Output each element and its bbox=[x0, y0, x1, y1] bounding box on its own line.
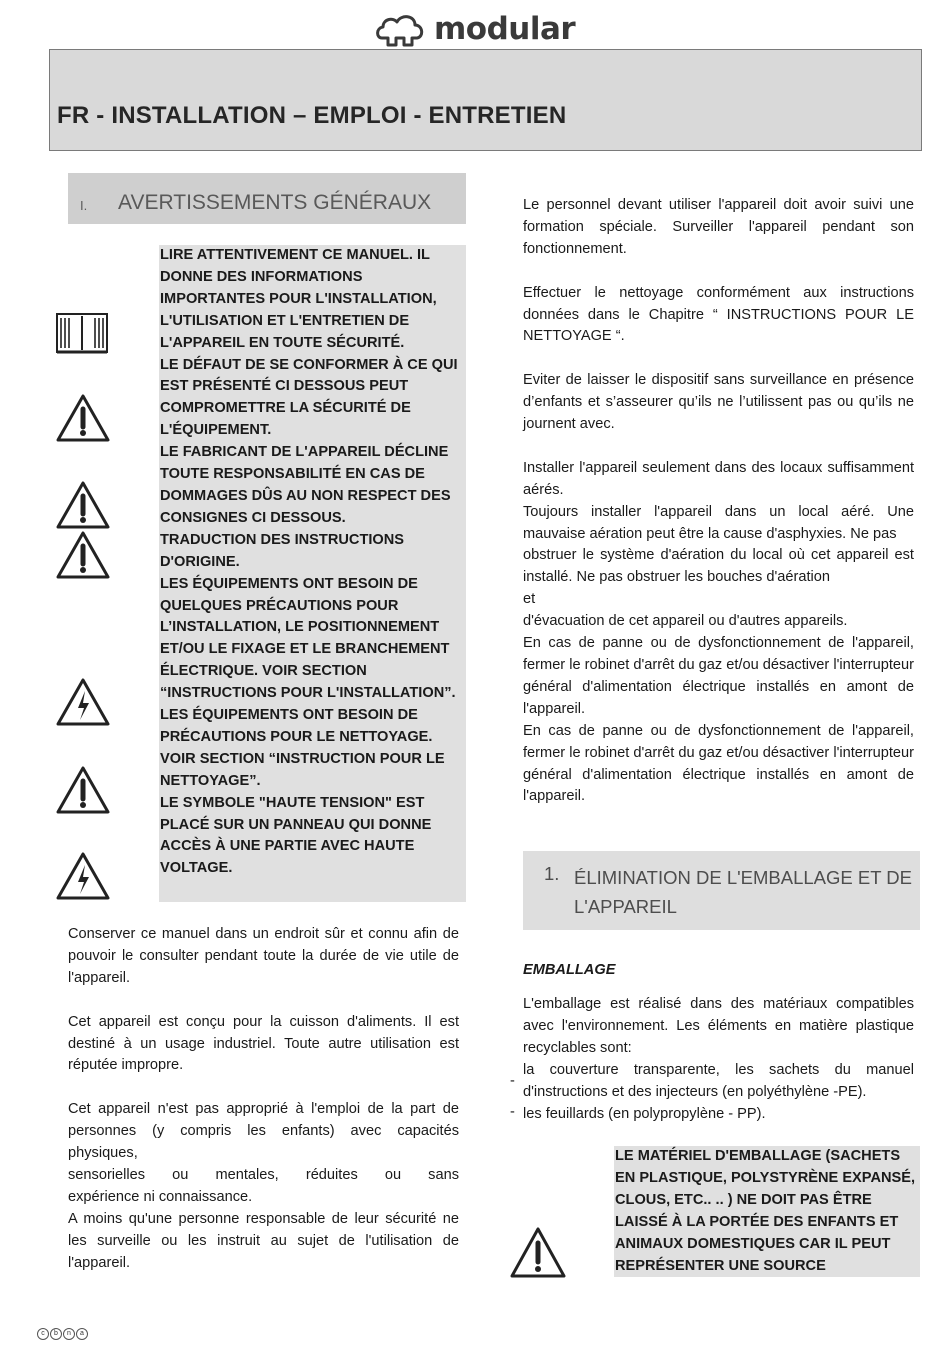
list-item: la couverture transparente, les sachets du manuel d'instructions et des injecteurs (en polyéthylène -PE). bbox=[523, 1061, 914, 1100]
high-voltage-icon bbox=[55, 677, 111, 727]
paragraph: En cas de panne ou de dysfonctionnement de l'appareil, fermer le robinet d'arrêt du gaz et/ou désactiver l'interrupteur général d'alimentation électrique installés en amont de l'appareil. bbox=[523, 722, 914, 805]
creative-commons-icon: c b n a bbox=[37, 1328, 88, 1340]
paragraph: Toujours installer l'appareil dans un local aéré. Une mauvaise aération peut être la cause d'asphyxies. Ne pas bbox=[523, 503, 914, 542]
warnings-text bbox=[160, 245, 462, 880]
section-heading-disposal bbox=[523, 851, 920, 930]
page-title: FR - INSTALLATION – EMPLOI - ENTRETIEN bbox=[57, 102, 567, 129]
right-column-text bbox=[523, 195, 914, 808]
list-item: les feuillards (en polypropylène - PP). bbox=[523, 1105, 766, 1122]
paragraph: Cet appareil n'est pas approprié à l'emploi de la part de personnes (y compris les enfants) avec capacités physiques, bbox=[68, 1101, 459, 1162]
warning-item: LE DÉFAUT DE SE CONFORMER À CE QUI EST PRÉSENTÉ CI DESSOUS PEUT COMPROMETTRE LA SÉCURITÉ DE L'ÉQUIPEMENT. bbox=[160, 356, 458, 439]
paragraph: obstruer le système d'aération du local où cet appareil est installé. Ne pas obstruer les bouches d'aération bbox=[523, 547, 914, 586]
section-heading-general-warnings bbox=[68, 173, 466, 224]
packaging-warning-text: LE MATÉRIEL D'EMBALLAGE (SACHETS EN PLASTIQUE, POLYSTYRÈNE EXPANSÉ, CLOUS, ETC.. .. ) NE DOIT PAS ÊTRE LAISSÉ À LA PORTÉE DES ENFANTS ET ANIMAUX DOMESTIQUES CAR IL PEUT REPRÉSENTER UNE SOURCE bbox=[615, 1148, 916, 1274]
list-bullet: - bbox=[510, 1073, 515, 1089]
paragraph: Conserver ce manuel dans un endroit sûr et connu afin de pouvoir le consulter pendant toute la durée de vie utile de l'appareil. bbox=[68, 926, 459, 986]
paragraph: Installer l'appareil seulement dans des locaux suffisamment aérés. bbox=[523, 459, 914, 498]
section-title: ÉLIMINATION DE L'EMBALLAGE ET DE L'APPAREIL bbox=[574, 867, 912, 917]
warning-triangle-icon bbox=[509, 1226, 567, 1280]
brand-logo bbox=[374, 8, 575, 50]
logo-text: modular bbox=[434, 11, 576, 47]
paragraph: et bbox=[523, 591, 536, 608]
section-number: 1. bbox=[544, 863, 560, 884]
paragraph: En cas de panne ou de dysfonctionnement de l'appareil, fermer le robinet d'arrêt du gaz et/ou désactiver l'interrupteur général d'alimentation électrique installés en amont de l'appareil. bbox=[523, 635, 914, 717]
warning-triangle-icon bbox=[55, 530, 111, 580]
paragraph: expérience ni connaissance. bbox=[68, 1188, 253, 1205]
high-voltage-icon bbox=[55, 851, 111, 901]
paragraph: Eviter de laisser le dispositif sans surveillance en présence d’enfants et s’asseurer qu’ils ne l’utilissent pas ou qu’ils ne journent avec. bbox=[523, 372, 914, 433]
warning-item: LES ÉQUIPEMENTS ONT BESOIN DE PRÉCAUTIONS POUR LE NETTOYAGE. VOIR SECTION “INSTRUCTION POUR LE NETTOYAGE”. bbox=[160, 707, 445, 789]
left-column-text bbox=[68, 924, 459, 1274]
warning-item: TRADUCTION DES INSTRUCTIONS D'ORIGINE. bbox=[160, 531, 405, 570]
paragraph: Le personnel devant utiliser l'appareil doit avoir suivi une formation spéciale. Surveiller l'appareil pendant son fonctionnement. bbox=[523, 197, 914, 257]
paragraph: L'emballage est réalisé dans des matériaux compatibles avec l'environnement. Les éléments en matière plastique recyclables sont: bbox=[523, 996, 914, 1056]
section-number: I. bbox=[80, 198, 88, 213]
manual-book-icon bbox=[55, 310, 109, 354]
emballage-text bbox=[523, 994, 914, 1125]
warning-item: LES ÉQUIPEMENTS ONT BESOIN DE QUELQUES PRÉCAUTIONS POUR L’INSTALLATION, LE POSITIONNEMENT ET/OU LE FIXAGE ET LE BRANCHEMENT ÉLECTRIQUE. VOIR SECTION “INSTRUCTIONS POUR L'INSTALLATION”. bbox=[160, 575, 456, 702]
paragraph: Cet appareil est conçu pour la cuisson d'aliments. Il est destiné à un usage industriel. Toute autre utilisation est réputée impropre. bbox=[68, 1013, 459, 1074]
warning-triangle-icon bbox=[55, 393, 111, 443]
subheading-emballage: EMBALLAGE bbox=[523, 962, 616, 978]
page-header bbox=[49, 49, 922, 151]
warning-item: LE FABRICANT DE L'APPAREIL DÉCLINE TOUTE RESPONSABILITÉ EN CAS DE DOMMAGES DÛS AU NON RESPECT DES CONSIGNES CI DESSOUS. bbox=[160, 444, 451, 526]
cloud-icon bbox=[374, 10, 428, 48]
list-bullet: - bbox=[510, 1104, 515, 1120]
paragraph: sensorielles ou mentales, réduites ou sans bbox=[68, 1166, 459, 1183]
warning-triangle-icon bbox=[55, 765, 111, 815]
paragraph: A moins qu'une personne responsable de leur sécurité ne les surveille ou les instruit au sujet de l'utilisation de l'appareil. bbox=[68, 1210, 459, 1271]
warning-item: LIRE ATTENTIVEMENT CE MANUEL. IL DONNE DES INFORMATIONS IMPORTANTES POUR L'INSTALLATION, L'UTILISATION ET L'ENTRETIEN DE L'APPAREIL EN TOUTE SÉCURITÉ. bbox=[160, 247, 437, 351]
warning-item: LE SYMBOLE "HAUTE TENSION" EST PLACÉ SUR UN PANNEAU QUI DONNE ACCÈS À UNE PARTIE AVEC HAUTE VOLTAGE. bbox=[160, 794, 432, 877]
paragraph: d'évacuation de cet appareil ou d'autres appareils. bbox=[523, 613, 848, 630]
section-title: AVERTISSEMENTS GÉNÉRAUX bbox=[118, 191, 432, 214]
warning-triangle-icon bbox=[55, 480, 111, 530]
paragraph: Effectuer le nettoyage conformément aux instructions données dans le Chapitre “ INSTRUCTIONS POUR LE NETTOYAGE “. bbox=[523, 284, 914, 345]
